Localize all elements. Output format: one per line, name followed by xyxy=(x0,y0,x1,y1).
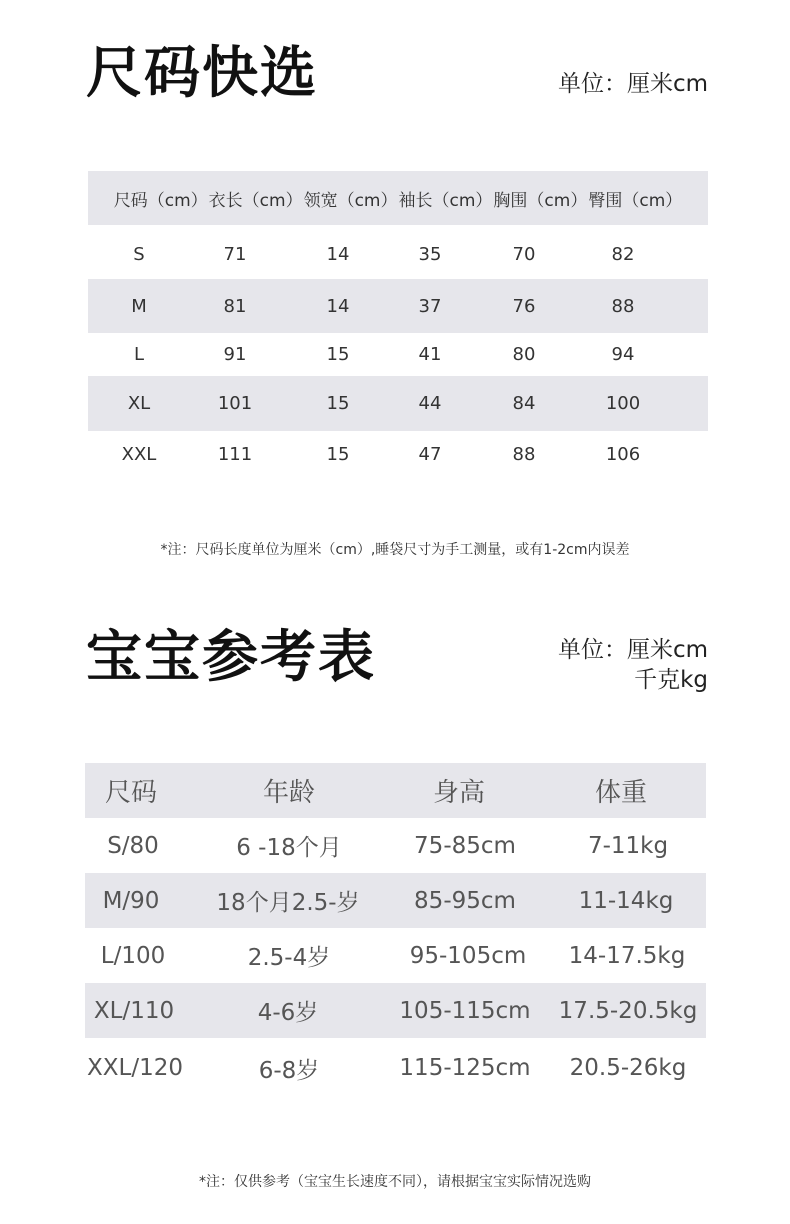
cell-chest: 76 xyxy=(512,295,536,317)
cell-length: 81 xyxy=(223,295,247,317)
header-size: 尺码（cm） xyxy=(113,190,208,211)
cell-age: 2.5-4岁 xyxy=(247,945,331,971)
table-row xyxy=(85,1038,706,1098)
cell-sleeve: 47 xyxy=(418,443,442,465)
cell-hip: 88 xyxy=(611,295,635,317)
cell-sleeve: 44 xyxy=(418,393,442,414)
cell-size: XXL xyxy=(121,443,157,465)
size-guide-note: *注：尺码长度单位为厘米（cm）,睡袋尺寸为手工测量，或有1-2cm内误差 xyxy=(160,542,630,558)
cell-age: 6-8岁 xyxy=(258,1057,320,1084)
cell-sleeve: 37 xyxy=(418,295,442,317)
size-guide-title: 尺码快选 xyxy=(86,41,318,106)
baby-reference-table xyxy=(85,763,706,1098)
header-age: 年龄 xyxy=(262,778,315,808)
cell-sleeve: 41 xyxy=(418,344,442,365)
cell-height: 105-115cm xyxy=(399,997,531,1024)
table-row xyxy=(88,376,708,431)
cell-length: 101 xyxy=(217,393,253,414)
cell-size: M xyxy=(131,295,147,317)
size-table-header xyxy=(88,171,708,225)
baby-reference-title: 宝宝参考表 xyxy=(86,625,376,690)
cell-collar: 15 xyxy=(326,344,350,365)
cell-age: 4-6岁 xyxy=(257,1000,319,1026)
table-row xyxy=(88,431,708,477)
header-hip: 臀围（cm） xyxy=(588,190,683,211)
cell-height: 95-105cm xyxy=(409,942,527,969)
baby-table-header xyxy=(85,763,706,818)
cell-collar: 15 xyxy=(326,393,350,414)
header-chest: 胸围（cm） xyxy=(493,190,588,211)
baby-reference-unit xyxy=(558,636,708,696)
cell-hip: 94 xyxy=(611,344,635,365)
cell-size: XL/110 xyxy=(93,997,175,1024)
cell-collar: 14 xyxy=(326,295,350,317)
cell-hip: 100 xyxy=(605,393,641,414)
header-collar: 领宽（cm） xyxy=(303,190,398,211)
cell-age: 6 -18个月 xyxy=(236,835,342,861)
cell-chest: 84 xyxy=(512,393,536,414)
cell-height: 85-95cm xyxy=(414,887,516,914)
table-row xyxy=(85,983,706,1038)
cell-size: XL xyxy=(127,393,151,414)
cell-weight: 11-14kg xyxy=(578,887,674,914)
header-size: 尺码 xyxy=(104,778,157,808)
cell-collar: 15 xyxy=(326,443,350,465)
table-row xyxy=(88,279,708,333)
cell-weight: 17.5-20.5kg xyxy=(558,997,698,1024)
cell-size: L xyxy=(133,344,145,365)
cell-hip: 106 xyxy=(605,443,641,465)
cell-length: 111 xyxy=(217,443,253,465)
unit-line-kg: 千克kg xyxy=(634,666,708,693)
baby-reference-note: *注：仅供参考（宝宝生长速度不同），请根据宝宝实际情况选购 xyxy=(199,1174,591,1190)
cell-size: L/100 xyxy=(100,942,166,969)
size-guide-unit: 单位：厘米cm xyxy=(557,71,708,97)
cell-size: S xyxy=(133,243,145,265)
cell-sleeve: 35 xyxy=(418,243,442,265)
cell-height: 115-125cm xyxy=(399,1055,531,1081)
cell-weight: 20.5-26kg xyxy=(569,1055,687,1081)
cell-collar: 14 xyxy=(326,243,350,265)
cell-length: 91 xyxy=(223,344,247,365)
table-row xyxy=(88,229,708,279)
cell-age: 18个月2.5-岁 xyxy=(216,890,360,916)
table-row xyxy=(85,818,706,873)
header-weight: 体重 xyxy=(594,778,647,808)
unit-line-cm: 单位：厘米cm xyxy=(557,637,708,663)
table-row xyxy=(85,928,706,983)
header-sleeve: 袖长（cm） xyxy=(398,190,493,211)
cell-size: S/80 xyxy=(107,832,159,859)
cell-weight: 14-17.5kg xyxy=(568,942,686,969)
cell-size: M/90 xyxy=(102,887,160,914)
cell-chest: 80 xyxy=(512,344,536,365)
cell-chest: 88 xyxy=(512,443,536,465)
header-length: 衣长（cm） xyxy=(208,190,303,211)
cell-weight: 7-11kg xyxy=(587,832,669,859)
cell-chest: 70 xyxy=(512,243,536,265)
size-table xyxy=(88,171,708,477)
cell-hip: 82 xyxy=(611,243,635,265)
cell-height: 75-85cm xyxy=(414,832,516,859)
cell-size: XXL/120 xyxy=(87,1055,183,1081)
table-row xyxy=(88,333,708,376)
header-height: 身高 xyxy=(432,778,485,808)
table-row xyxy=(85,873,706,928)
cell-length: 71 xyxy=(223,243,247,265)
